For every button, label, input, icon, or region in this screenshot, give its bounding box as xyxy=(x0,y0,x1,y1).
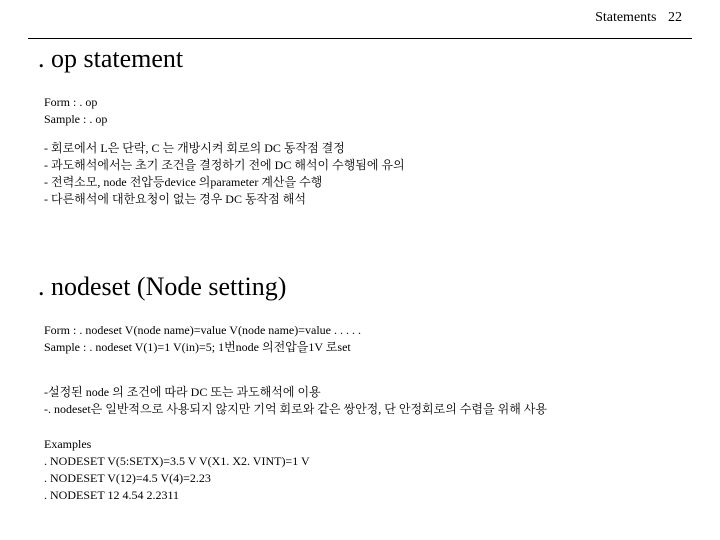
nodeset-examples-block xyxy=(44,436,310,504)
nodeset-form-line: Form : . nodeset V(node name)=value V(node name)=value . . . . . xyxy=(44,323,362,337)
page-number: 22 xyxy=(668,10,682,25)
examples-heading: Examples xyxy=(44,437,92,451)
example-line: . NODESET V(12)=4.5 V(4)=2.23 xyxy=(44,471,211,485)
op-form-block xyxy=(44,94,107,128)
example-line: . NODESET V(5:SETX)=3.5 V V(X1. X2. VINT)=1 V xyxy=(44,454,310,468)
op-note: - 회로에서 L은 단락, C 는 개방시켜 회로의 DC 동작점 결정 xyxy=(44,141,345,155)
nodeset-sample-line: Sample : . nodeset V(1)=1 V(in)=5; 1번node 의전압을1V 로set xyxy=(44,340,351,354)
op-form-line: Form : . op xyxy=(44,95,98,109)
nodeset-note: -설정된 node 의 조건에 따라 DC 또는 과도해석에 이용 xyxy=(44,385,321,399)
nodeset-form-block xyxy=(44,322,361,356)
section-title-op: . op statement xyxy=(38,44,184,73)
header-title: Statements xyxy=(595,10,657,25)
nodeset-notes-block xyxy=(44,384,547,418)
nodeset-note: -. nodeset은 일반적으로 사용되지 않지만 기억 회로와 같은 쌍안정, 단 안정회로의 수렴을 위해 사용 xyxy=(44,402,547,416)
section-title-nodeset: . nodeset (Node setting) xyxy=(38,272,287,301)
example-line: . NODESET 12 4.54 2.2311 xyxy=(44,488,179,502)
op-sample-line: Sample : . op xyxy=(44,112,108,126)
op-notes-block xyxy=(44,140,405,208)
page-header xyxy=(587,10,682,26)
op-note: - 다른해석에 대한요청이 없는 경우 DC 동작점 해석 xyxy=(44,192,306,206)
op-note: - 전력소모, node 전압등device 의parameter 계산을 수행 xyxy=(44,175,323,189)
op-note: - 과도해석에서는 초기 조건을 결정하기 전에 DC 해석이 수행됨에 유의 xyxy=(44,158,405,172)
header-divider xyxy=(28,38,692,39)
